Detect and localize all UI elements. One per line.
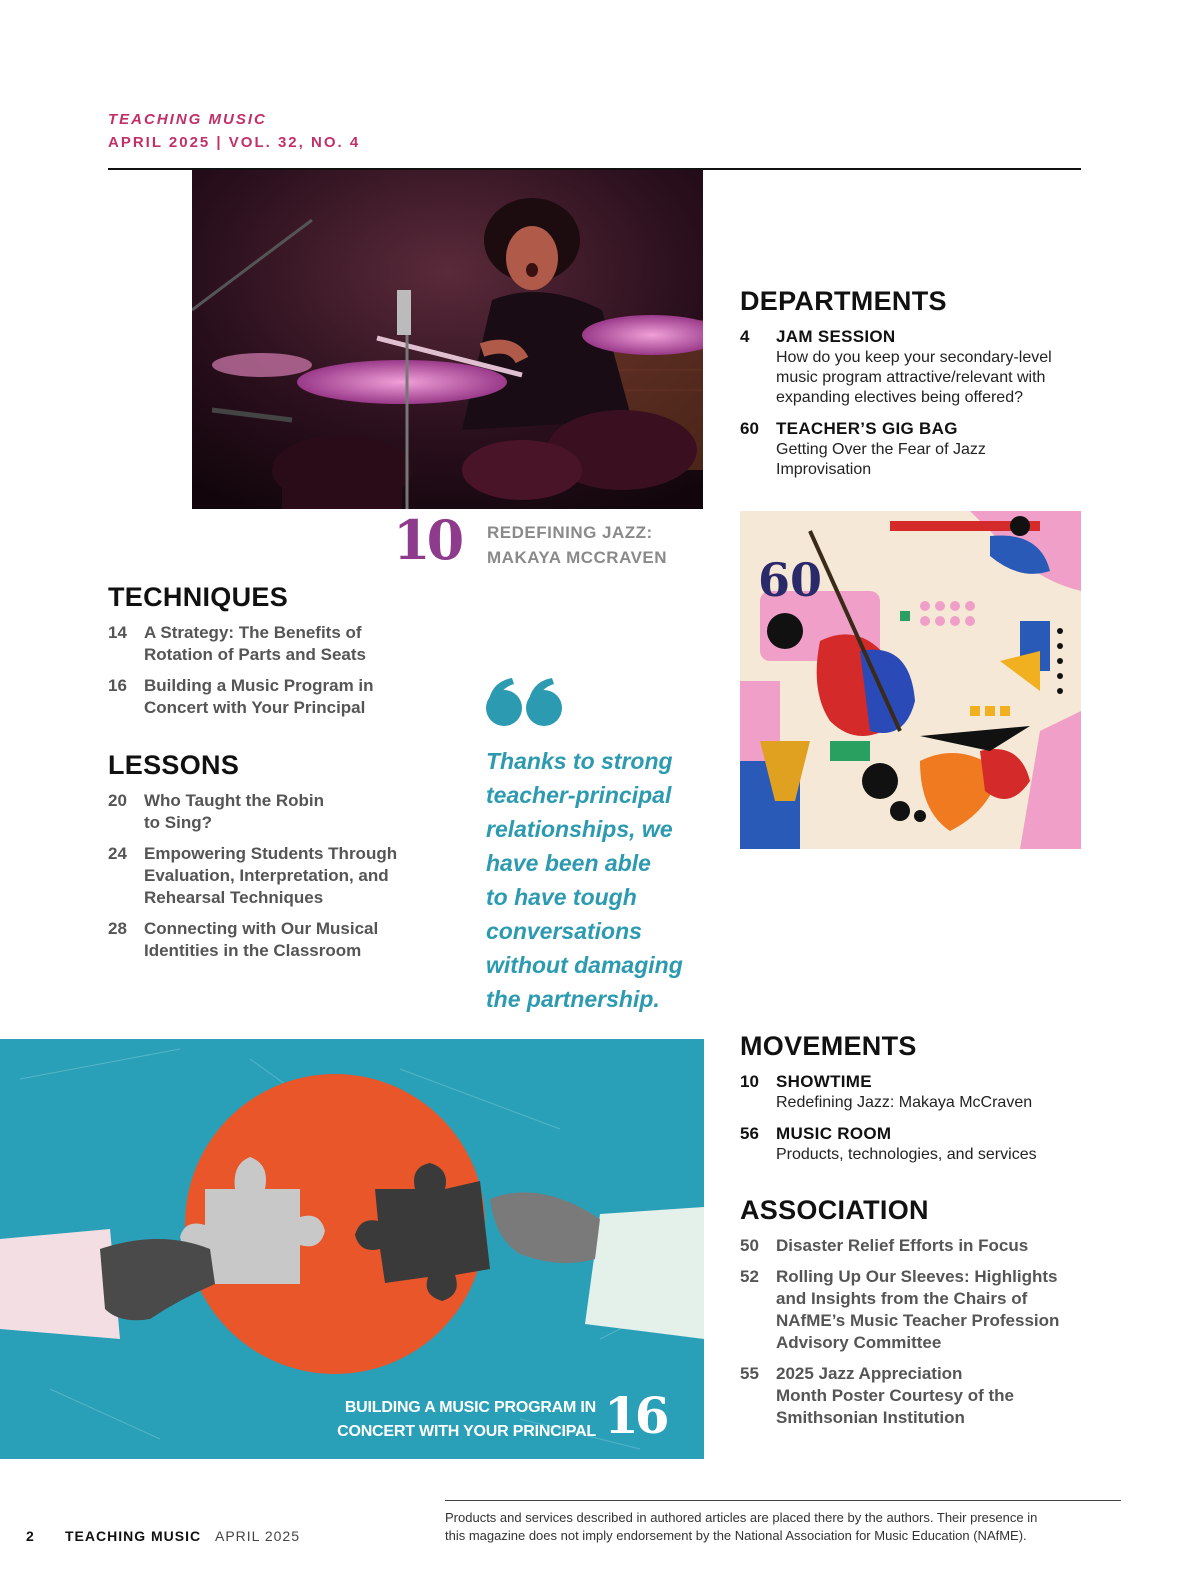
page-number: 16 <box>108 676 127 695</box>
entry-line: A Strategy: The Benefits of <box>144 623 362 642</box>
page-number: 20 <box>108 791 127 810</box>
entry-line: Rolling Up Our Sleeves: Highlights <box>776 1267 1058 1286</box>
footer-disclaimer <box>445 1509 1135 1545</box>
page-number: 55 <box>740 1364 759 1383</box>
association-heading: ASSOCIATION <box>740 1195 929 1225</box>
lessons-list <box>108 790 438 971</box>
toc-entry[interactable] <box>740 1363 1120 1429</box>
entry-line: Building a Music Program in <box>144 676 374 695</box>
toc-entry[interactable] <box>108 918 438 962</box>
quote-line: teacher-principal <box>486 782 672 808</box>
entry-sub: expanding electives being offered? <box>776 389 1023 406</box>
entry-line: Month Poster Courtesy of the <box>776 1386 1015 1405</box>
footer-magazine: TEACHING MUSIC <box>65 1528 202 1544</box>
entry-sub: How do you keep your secondary-level <box>776 349 1052 366</box>
page-number: 28 <box>108 919 127 938</box>
feature-caption-line: REDEFINING JAZZ: <box>487 523 653 542</box>
entry-line: and Insights from the Chairs of <box>776 1289 1028 1308</box>
lessons-heading: LESSONS <box>108 750 240 780</box>
entry-title: JAM SESSION <box>776 327 896 346</box>
quote-line: the partnership. <box>486 986 660 1012</box>
quote-line: conversations <box>486 918 642 944</box>
toc-entry[interactable] <box>108 790 438 834</box>
page-number: 14 <box>108 623 127 642</box>
disclaimer-line: this magazine does not imply endorsement by the National Association for Music Education (NAfME). <box>445 1528 1027 1543</box>
toc-entry[interactable] <box>740 1266 1120 1354</box>
entry-sub: Getting Over the Fear of Jazz <box>776 441 986 458</box>
entry-line: Disaster Relief Efforts in Focus <box>776 1236 1029 1255</box>
entry-line: 2025 Jazz Appreciation <box>776 1364 963 1383</box>
toc-entry[interactable] <box>108 675 438 719</box>
entry-sub: Products, technologies, and services <box>776 1146 1037 1163</box>
puzzle-caption <box>300 1396 596 1444</box>
techniques-heading: TECHNIQUES <box>108 582 289 612</box>
entry-line: Rotation of Parts and Seats <box>144 645 366 664</box>
entry-title: MUSIC ROOM <box>776 1124 892 1143</box>
jazz-illustration <box>740 511 1081 849</box>
entry-line: NAfME’s Music Teacher Profession <box>776 1311 1060 1330</box>
footer-date: APRIL 2025 <box>215 1528 300 1544</box>
quote-line: to have tough <box>486 884 637 910</box>
page-number: 4 <box>740 327 750 346</box>
departments-list <box>740 326 1120 490</box>
drummer-photo <box>192 170 703 509</box>
entry-line: Identities in the Classroom <box>144 941 362 960</box>
movements-heading: MOVEMENTS <box>740 1031 917 1061</box>
feature-caption <box>487 520 667 570</box>
entry-line: Rehearsal Techniques <box>144 888 324 907</box>
footer-rule <box>445 1500 1121 1501</box>
puzzle-page-number: 16 <box>604 1386 666 1445</box>
toc-entry[interactable] <box>108 843 438 909</box>
entry-line: Smithsonian Institution <box>776 1408 965 1427</box>
entry-sub: Redefining Jazz: Makaya McCraven <box>776 1094 1033 1111</box>
association-list <box>740 1235 1120 1438</box>
toc-entry[interactable] <box>740 1071 1120 1113</box>
toc-entry[interactable] <box>740 418 1120 480</box>
entry-line: Connecting with Our Musical <box>144 919 379 938</box>
magazine-title: TEACHING MUSIC <box>108 111 267 128</box>
footer-page-number: 2 <box>26 1528 34 1544</box>
quote-line: relationships, we <box>486 816 673 842</box>
techniques-list <box>108 622 438 728</box>
entry-line: Evaluation, Interpretation, and <box>144 866 389 885</box>
toc-entry[interactable] <box>108 622 438 666</box>
page-number: 50 <box>740 1236 759 1255</box>
page-number: 52 <box>740 1267 759 1286</box>
quote-line: Thanks to strong <box>486 748 673 774</box>
quote-line: have been able <box>486 850 651 876</box>
entry-title: TEACHER’S GIG BAG <box>776 419 958 438</box>
page-number: 10 <box>740 1072 759 1091</box>
feature-caption-line: MAKAYA MCCRAVEN <box>487 548 668 567</box>
toc-entry[interactable] <box>740 1235 1120 1257</box>
movements-list <box>740 1071 1120 1175</box>
quote-mark-icon <box>484 676 566 728</box>
entry-sub: music program attractive/relevant with <box>776 369 1046 386</box>
entry-title: SHOWTIME <box>776 1072 872 1091</box>
art-badge-number: 60 <box>758 553 823 607</box>
entry-line: Empowering Students Through <box>144 844 398 863</box>
entry-line: Concert with Your Principal <box>144 698 366 717</box>
toc-entry[interactable] <box>740 1123 1120 1165</box>
puzzle-caption-line: CONCERT WITH YOUR PRINCIPAL <box>337 1423 596 1440</box>
pull-quote <box>486 744 716 1016</box>
feature-page-number: 10 <box>393 508 461 572</box>
disclaimer-line: Products and services described in authored articles are placed there by the authors. Their presence in <box>445 1510 1038 1525</box>
departments-heading: DEPARTMENTS <box>740 286 947 316</box>
page-number: 60 <box>740 419 759 438</box>
issue-line: APRIL 2025 | VOL. 32, NO. 4 <box>108 134 361 151</box>
entry-line: to Sing? <box>144 813 212 832</box>
page-number: 56 <box>740 1124 759 1143</box>
toc-entry[interactable] <box>740 326 1120 408</box>
page-number: 24 <box>108 844 127 863</box>
quote-line: without damaging <box>486 952 683 978</box>
entry-line: Who Taught the Robin <box>144 791 325 810</box>
entry-line: Advisory Committee <box>776 1333 942 1352</box>
entry-sub: Improvisation <box>776 461 872 478</box>
puzzle-caption-line: BUILDING A MUSIC PROGRAM IN <box>344 1399 596 1416</box>
